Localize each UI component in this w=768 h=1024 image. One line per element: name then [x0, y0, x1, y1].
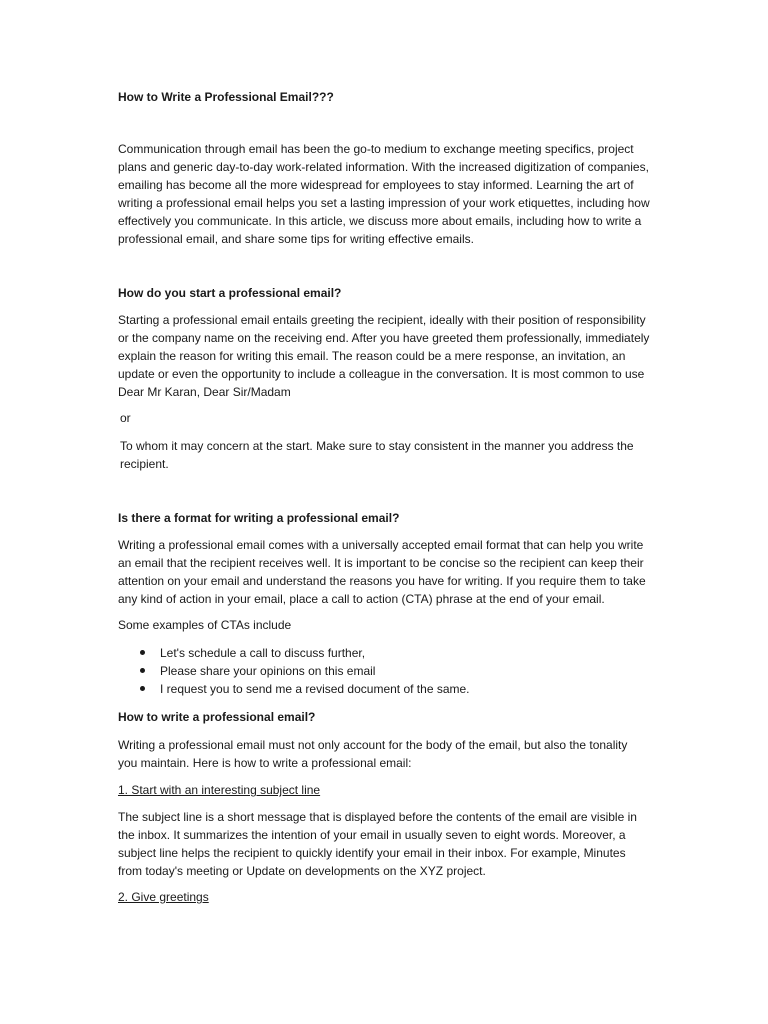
intro-paragraph: Communication through email has been the go-to medium to exchange meeting specifics, project plans and generic day-to-day work-related information. With the increased digitization of companies, emailing has become all the more widespread for employees to stay informed. Learning the art of writing a professional email helps you set a lasting impression of your work etiquettes, including how effectively you communicate. In this article, we discuss more about emails, including how to write a professional email, and share some tips for writing effective emails.	[118, 142, 650, 246]
section-heading-how-to: How to write a professional email?	[118, 710, 316, 724]
or-text: or	[120, 411, 131, 425]
cta-list-item	[118, 680, 650, 698]
step1-title: 1. Start with an interesting subject line	[118, 783, 321, 797]
section-heading-start-email: How do you start a professional email?	[118, 286, 342, 300]
cta-item-text: Please share your opinions on this email	[160, 664, 376, 678]
section-heading-format: Is there a format for writing a professional email?	[118, 511, 400, 525]
cta-item-text: I request you to send me a revised document of the same.	[160, 682, 470, 696]
how-to-paragraph: Writing a professional email must not only account for the body of the email, but also the tonality you maintain. Here is how to write a professional email:	[118, 738, 628, 770]
step1-paragraph: The subject line is a short message that is displayed before the contents of the email are visible in the inbox. It summarizes the intention of your email in usually seven to eight words. Moreover, a subject line helps the recipient to quickly identify your email in their inbox. For example, Minutes from today's meeting or Update on developments on the XYZ project.	[118, 810, 637, 878]
bullet-icon	[140, 686, 145, 691]
to-whom-paragraph: To whom it may concern at the start. Make sure to stay consistent in the manner you address the recipient.	[120, 439, 634, 471]
step2-title: 2. Give greetings	[118, 890, 209, 904]
cta-item-text: Let's schedule a call to discuss further,	[160, 646, 366, 660]
cta-intro-text: Some examples of CTAs include	[118, 618, 292, 632]
bullet-icon	[140, 668, 145, 673]
cta-list	[118, 644, 650, 698]
cta-list-item	[118, 662, 650, 680]
bullet-icon	[140, 650, 145, 655]
format-paragraph: Writing a professional email comes with a universally accepted email format that can help you write an email that the recipient receives well. It is important to be concise so the recipient can keep their attention on your email and understand the reasons you have for writing. If you require them to take any kind of action in your email, place a call to action (CTA) phrase at the end of your email.	[118, 538, 646, 606]
document-title: How to Write a Professional Email???	[118, 90, 334, 104]
cta-list-item	[118, 644, 650, 662]
start-email-paragraph: Starting a professional email entails greeting the recipient, ideally with their position of responsibility or the company name on the receiving end. After you have greeted them professionally, immediately explain the reason for writing this email. The reason could be a mere response, an invitation, an update or even the opportunity to include a colleague in the conversation. It is most common to use Dear Mr Karan, Dear Sir/Madam	[118, 313, 650, 399]
